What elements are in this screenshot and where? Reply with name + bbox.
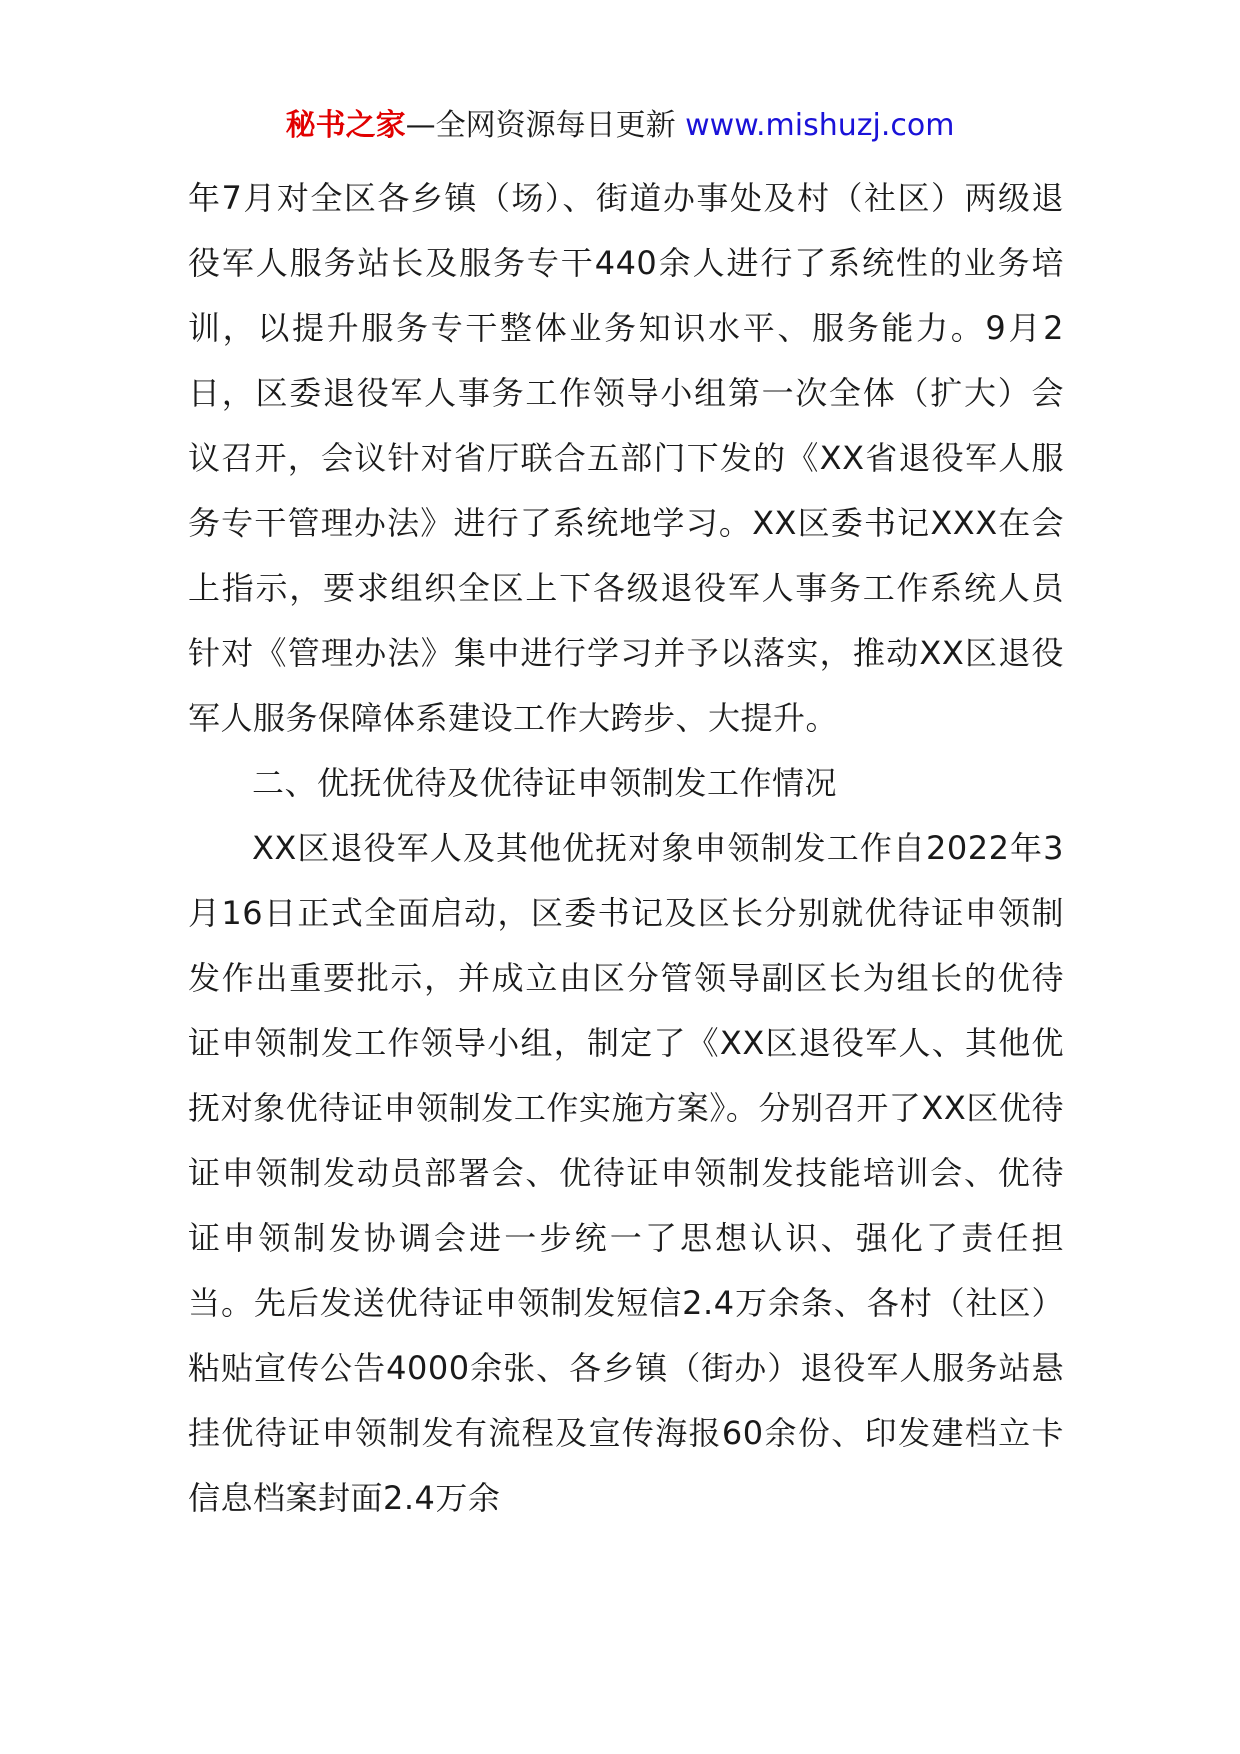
site-header [0,104,1240,148]
body-paragraph: 年7月对全区各乡镇（场）、街道办事处及村（社区）两级退役军人服务站长及服务专干440余人进行了系统性的业务培训，以提升服务专干整体业务知识水平、服务能力。9月2日，区委退役军人事务工作领导小组第一次全体（扩大）会议召开，会议针对省厅联合五部门下发的《XX省退役军人服务专干管理办法》进行了系统地学习。XX区委书记XXX在会上指示，要求组织全区上下各级退役军人事务工作系统人员针对《管理办法》集中进行学习并予以落实，推动XX区退役军人服务保障体系建设工作大跨步、大提升。 [188,179,1064,737]
section-heading: 二、优抚优待及优待证申领制发工作情况 [252,764,838,802]
brand-name: 秘书之家 [285,108,406,143]
document-body [188,166,1064,1531]
header-tagline: —全网资源每日更新 [405,108,686,143]
body-paragraph: XX区退役军人及其他优抚对象申领制发工作自2022年3月16日正式全面启动，区委书记及区长分别就优待证申领制发作出重要批示，并成立由区分管领导副区长为组长的优待证申领制发工作领导小组，制定了《XX区退役军人、其他优抚对象优待证申领制发工作实施方案》。分别召开了XX区优待证申领制发动员部署会、优待证申领制发技能培训会、优待证申领制发协调会进一步统一了思想认识、强化了责任担当。先后发送优待证申领制发短信2.4万余条、各村（社区）粘贴宣传公告4000余张、各乡镇（街办）退役军人服务站悬挂优待证申领制发有流程及宣传海报60余份、印发建档立卡信息档案封面2.4万余 [188,829,1064,1517]
site-url-link[interactable]: www.mishuzj.com [685,108,955,143]
